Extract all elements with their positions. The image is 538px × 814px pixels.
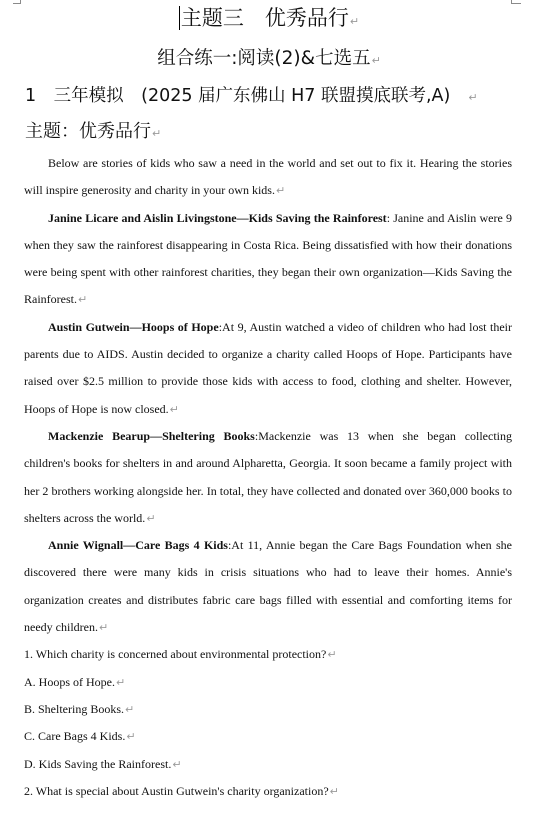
question-stem: 1. Which charity is concerned about environmental protection?↵ — [24, 647, 337, 662]
paragraph-mark-icon: ↵ — [275, 184, 286, 198]
intro-paragraph: Below are stories of kids who saw a need in the world and set out to fix it. Hearing the stories will inspire generosity and charity in your own kids.↵ — [24, 156, 512, 198]
paragraph-mark-icon: ↵ — [152, 127, 162, 140]
answer-option: C. Care Bags 4 Kids.↵ — [24, 729, 136, 744]
paragraph-mark-icon: ↵ — [371, 54, 381, 67]
paragraph-mark-icon: ↵ — [327, 648, 337, 662]
story-text: :At 11, Annie began the Care Bags Foundation when she discovered there were many kids in crisis situations who had to leave their homes. Annie's organization creates and distributes fabric care bags filled with essential and comforting items for needy children. — [24, 538, 512, 635]
paragraph-mark-icon: ↵ — [349, 15, 360, 28]
answer-option: B. Sheltering Books.↵ — [24, 701, 135, 716]
paragraph-mark-icon: ↵ — [98, 621, 109, 635]
story-heading: Mackenzie Bearup—Sheltering Books — [48, 428, 255, 443]
answer-option: A. Hoops of Hope.↵ — [24, 674, 126, 689]
story-heading: Austin Gutwein—Hoops of Hope — [48, 319, 219, 334]
story-text: : Janine and Aislin were 9 when they saw the rainforest disappearing in Costa Rica. Being dissatisfied with how their donations were being spent with other rainforest charities, they began their own organization—Kids Saving the Rainforest. — [24, 210, 512, 307]
paragraph-mark-icon: ↵ — [125, 702, 135, 716]
paragraph-mark-icon: ↵ — [172, 757, 182, 771]
story-heading: Annie Wignall—Care Bags 4 Kids — [48, 538, 228, 553]
source-line: 1 三年模拟 (2025 届广东佛山 H7 联盟摸底联考,A) ↵ — [25, 86, 478, 106]
story-paragraph — [24, 205, 512, 314]
question-stem: 2. What is special about Austin Gutwein's charity organization?↵ — [24, 783, 339, 798]
paragraph-mark-icon: ↵ — [126, 730, 136, 744]
paragraph-mark-icon: ↵ — [116, 675, 126, 689]
story-paragraph — [24, 314, 512, 423]
story-text: :At 9, Austin watched a video of children who had lost their parents due to AIDS. Austin decided to organize a charity called Hoops of Hope. Participants have raised over $2.5 million to provide those kids with access to food, clothing and shelter. However, Hoops of Hope is now closed. — [24, 319, 513, 416]
story-paragraph — [24, 532, 512, 641]
answer-option: D. Kids Saving the Rainforest.↵ — [24, 756, 182, 771]
paragraph-mark-icon: ↵ — [169, 402, 179, 416]
passage-body — [24, 150, 512, 805]
story-paragraph — [24, 423, 512, 532]
document-title: 主题三 优秀品行↵ — [180, 6, 360, 30]
paragraph-mark-icon: ↵ — [78, 293, 88, 307]
paragraph-mark-icon: ↵ — [146, 511, 156, 525]
theme-heading: 主题：优秀品行↵ — [25, 121, 162, 142]
text-cursor — [179, 6, 180, 30]
story-heading: Janine Licare and Aislin Livingstone—Kids Saving the Rainforest — [48, 210, 387, 225]
paragraph-mark-icon: ↵ — [468, 91, 478, 104]
story-text: :Mackenzie was 13 when she began collecting children's books for shelters in and around Alpharetta, Georgia. It soon became a family project with her 2 brothers working alongside her. In total, they have collected and donated over 360,000 books to shelters across the world. — [24, 428, 513, 525]
paragraph-mark-icon: ↵ — [329, 784, 339, 798]
document-subtitle: 组合练一:阅读(2)&七选五↵ — [157, 48, 381, 69]
